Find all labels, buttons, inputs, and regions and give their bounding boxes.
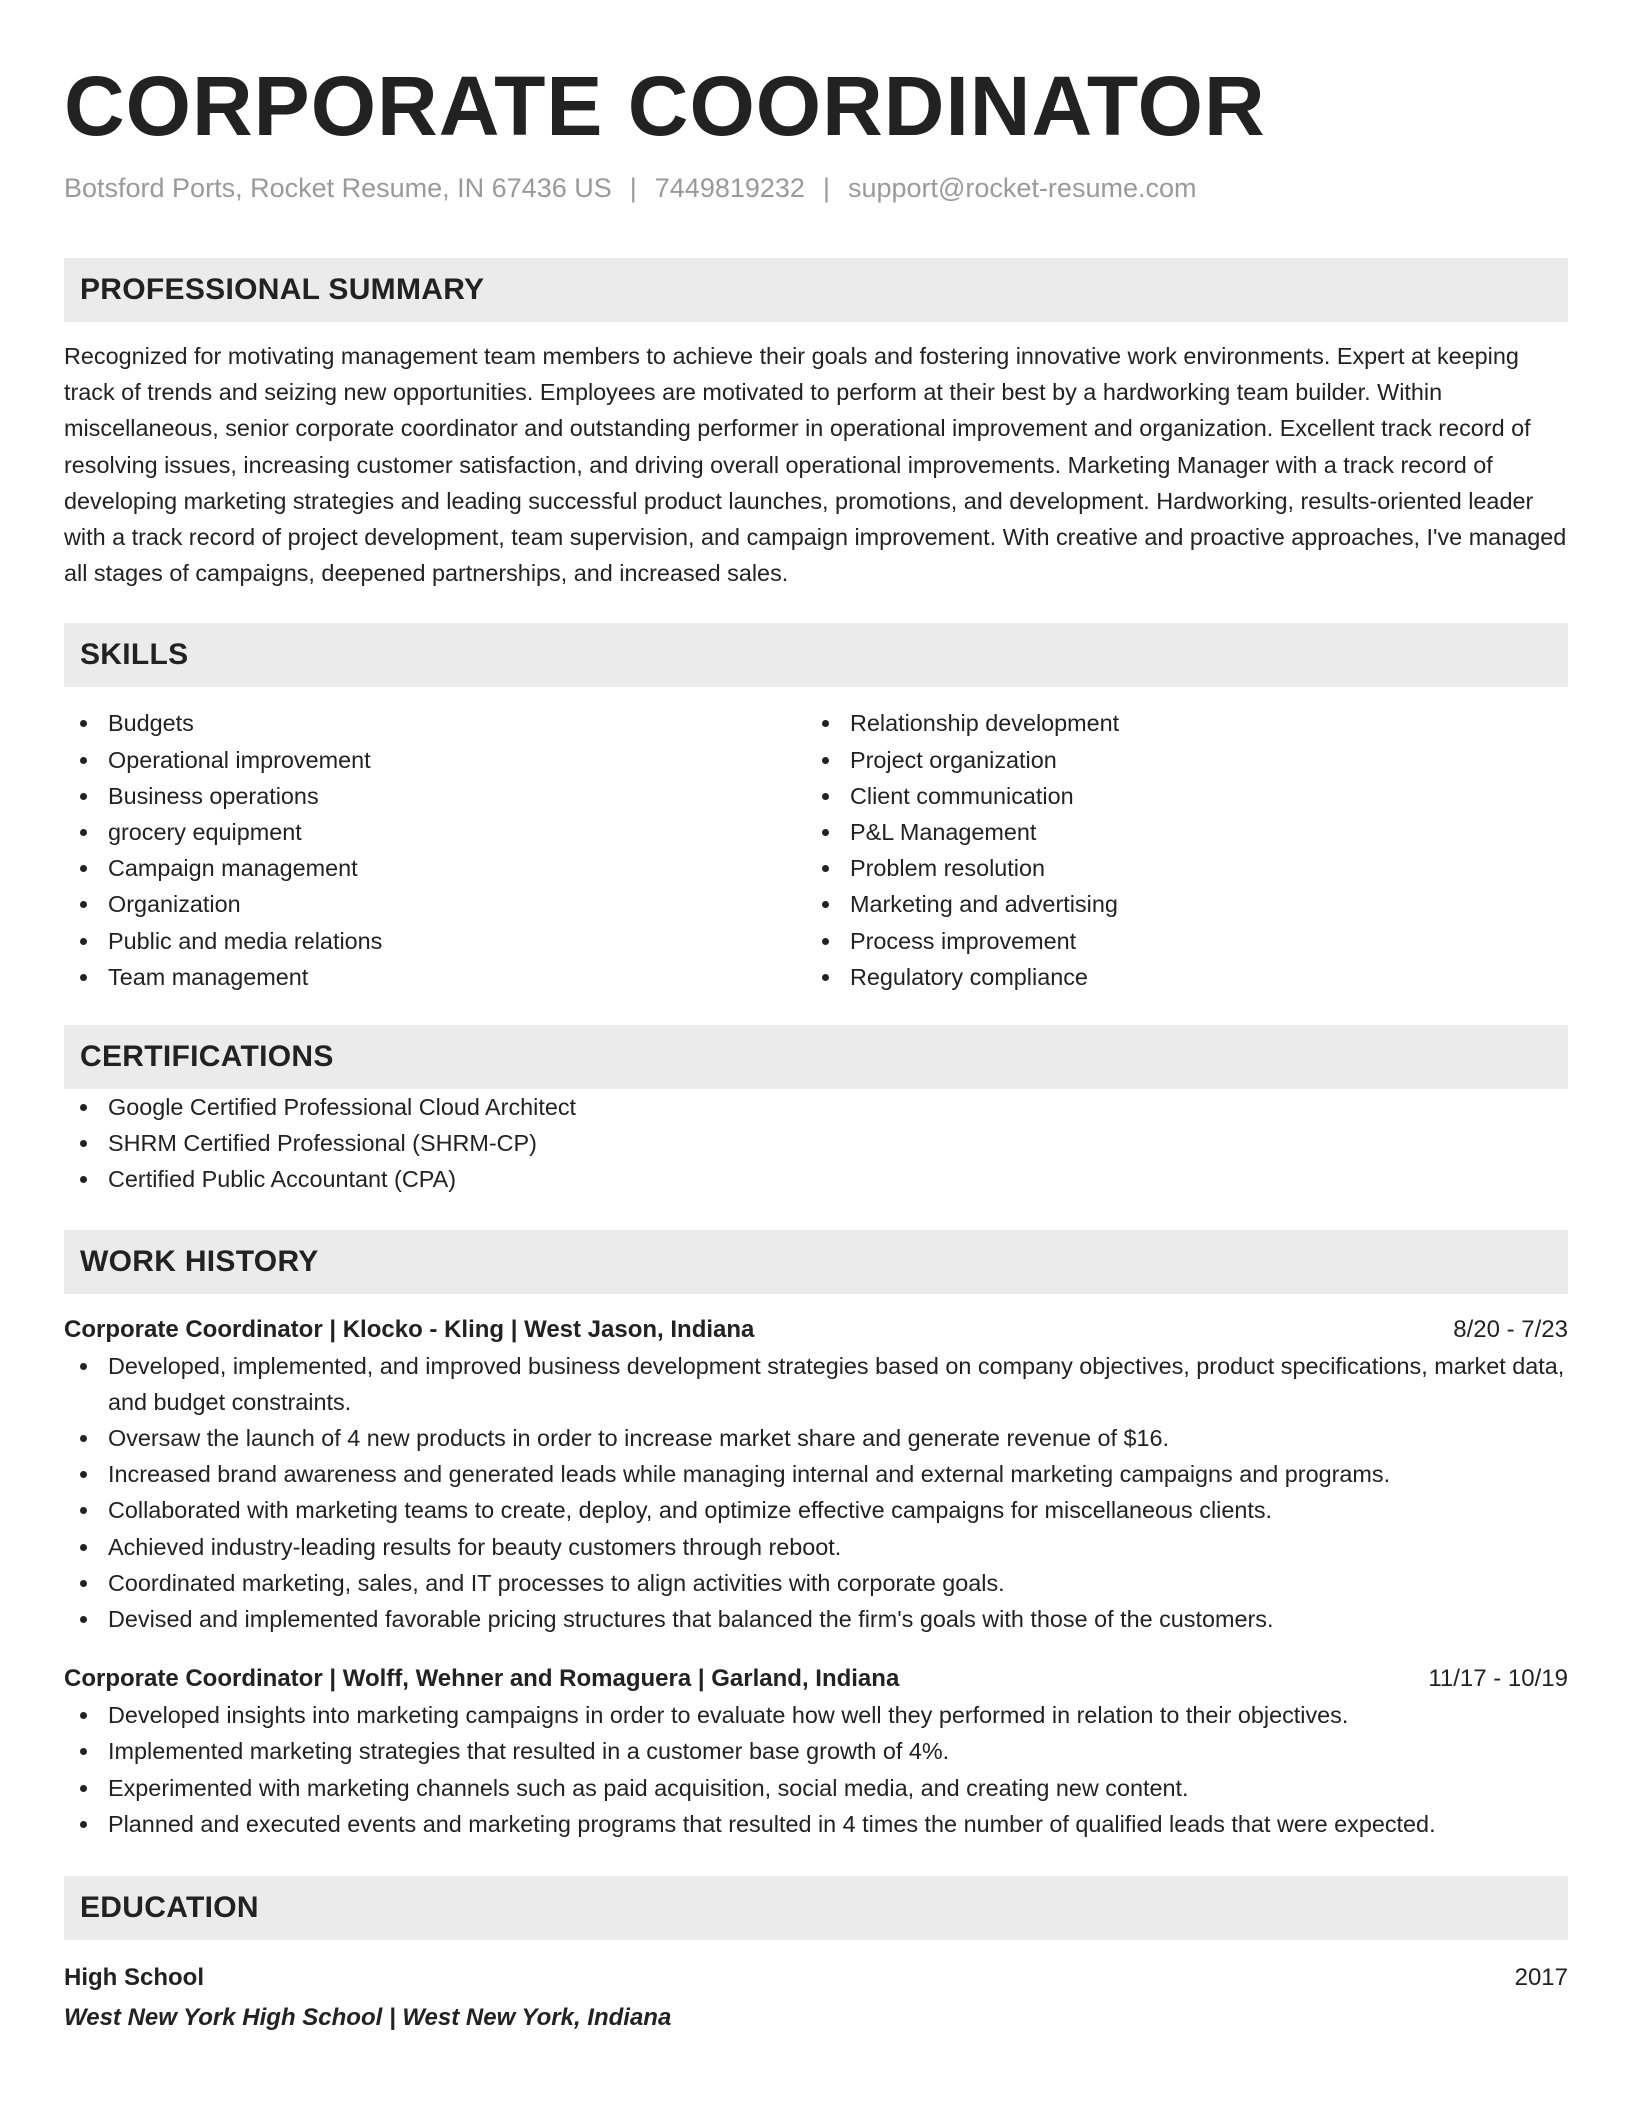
skill-item: Process improvement xyxy=(806,923,1568,959)
skill-item: Regulatory compliance xyxy=(806,959,1568,995)
summary-text: Recognized for motivating management team members to achieve their goals and fostering innovative work environments. Expert at keeping track of trends and seizing new opportunities. Employees are motivated to perform at their best by a hardworking team builder. Within miscellaneous, senior corporate coordinator and outstanding performer in operational improvement and organization. Excellent track record of resolving issues, increasing customer satisfaction, and driving overall operational improvements. Marketing Manager with a track record of developing marketing strategies and leading successful product launches, promotions, and development. Hardworking, results-oriented leader with a track record of project development, team supervision, and campaign improvement. With creative and proactive approaches, I've managed all stages of campaigns, deepened partnerships, and increased sales. xyxy=(64,343,1567,587)
job-bullet: Experimented with marketing channels such as paid acquisition, social media, and creating new content. xyxy=(64,1770,1568,1806)
skill-item: Campaign management xyxy=(64,850,806,886)
skill-item: Public and media relations xyxy=(64,923,806,959)
education-heading: EDUCATION xyxy=(64,1876,1568,1940)
contact-separator: | xyxy=(822,173,830,203)
skill-item: Business operations xyxy=(64,778,806,814)
job-bullet: Devised and implemented favorable pricing structures that balanced the firm's goals with those of the customers. xyxy=(64,1601,1568,1637)
job-header xyxy=(64,1661,1568,1697)
skill-item: Problem resolution xyxy=(806,850,1568,886)
skills-list-left xyxy=(64,705,806,995)
job-bullet: Developed insights into marketing campaigns in order to evaluate how well they performed in relation to their objectives. xyxy=(64,1697,1568,1733)
skills-column-right xyxy=(806,705,1568,995)
education-school: West New York High School | West New York, Indiana xyxy=(64,2004,672,2032)
job-bullet: Collaborated with marketing teams to create, deploy, and optimize effective campaigns for miscellaneous clients. xyxy=(64,1492,1568,1528)
skills-columns xyxy=(64,705,1568,995)
job-bullet: Oversaw the launch of 4 new products in order to increase market share and generate revenue of $16. xyxy=(64,1420,1568,1456)
job-header xyxy=(64,1312,1568,1348)
job-bullet: Increased brand awareness and generated leads while managing internal and external marketing campaigns and programs. xyxy=(64,1456,1568,1492)
skill-item: Organization xyxy=(64,886,806,922)
skills-heading: SKILLS xyxy=(64,623,1568,687)
certification-item: Google Certified Professional Cloud Architect xyxy=(64,1089,1568,1125)
certifications-heading: CERTIFICATIONS xyxy=(64,1025,1568,1089)
job-title: Corporate Coordinator | Klocko - Kling | West Jason, Indiana xyxy=(64,1315,755,1343)
skill-item: P&L Management xyxy=(806,814,1568,850)
skill-item: Operational improvement xyxy=(64,742,806,778)
skill-item: Relationship development xyxy=(806,705,1568,741)
job-bullet: Implemented marketing strategies that resulted in a customer base growth of 4%. xyxy=(64,1733,1568,1769)
job-bullet: Coordinated marketing, sales, and IT processes to align activities with corporate goals. xyxy=(64,1565,1568,1601)
resume-name: CORPORATE COORDINATOR xyxy=(64,59,1266,153)
work-history-heading: WORK HISTORY xyxy=(64,1230,1568,1294)
skills-list-right xyxy=(806,705,1568,995)
skill-item: Budgets xyxy=(64,705,806,741)
job-title: Corporate Coordinator | Wolff, Wehner and Romaguera | Garland, Indiana xyxy=(64,1665,900,1693)
contact-address: Botsford Ports, Rocket Resume, IN 67436 US xyxy=(64,173,612,203)
contact-line xyxy=(64,170,1568,206)
education-header xyxy=(64,1960,1568,1996)
job-bullets xyxy=(64,1697,1568,1842)
skill-item: Marketing and advertising xyxy=(806,886,1568,922)
contact-email: support@rocket-resume.com xyxy=(847,173,1197,203)
job-bullets xyxy=(64,1348,1568,1638)
skills-column-left xyxy=(64,705,806,995)
job-bullet: Achieved industry-leading results for beauty customers through reboot. xyxy=(64,1529,1568,1565)
resume-page xyxy=(64,56,1568,2036)
certification-item: Certified Public Accountant (CPA) xyxy=(64,1161,1568,1197)
job-bullet: Planned and executed events and marketing programs that resulted in 4 times the number of qualified leads that were expected. xyxy=(64,1806,1568,1842)
job-dates: 11/17 - 10/19 xyxy=(1428,1665,1568,1693)
skill-item: Project organization xyxy=(806,742,1568,778)
skill-item: Client communication xyxy=(806,778,1568,814)
skill-item: Team management xyxy=(64,959,806,995)
summary-heading: PROFESSIONAL SUMMARY xyxy=(64,258,1568,322)
skill-item: grocery equipment xyxy=(64,814,806,850)
certifications-list xyxy=(64,1089,1568,1198)
contact-phone: 7449819232 xyxy=(654,173,805,203)
job-dates: 8/20 - 7/23 xyxy=(1453,1315,1568,1343)
education-year: 2017 xyxy=(1514,1964,1568,1992)
education-degree: High School xyxy=(64,1964,204,1992)
job-bullet: Developed, implemented, and improved business development strategies based on company objectives, product specifications, market data, and budget constraints. xyxy=(64,1348,1568,1420)
contact-separator: | xyxy=(629,173,637,203)
certification-item: SHRM Certified Professional (SHRM-CP) xyxy=(64,1125,1568,1161)
